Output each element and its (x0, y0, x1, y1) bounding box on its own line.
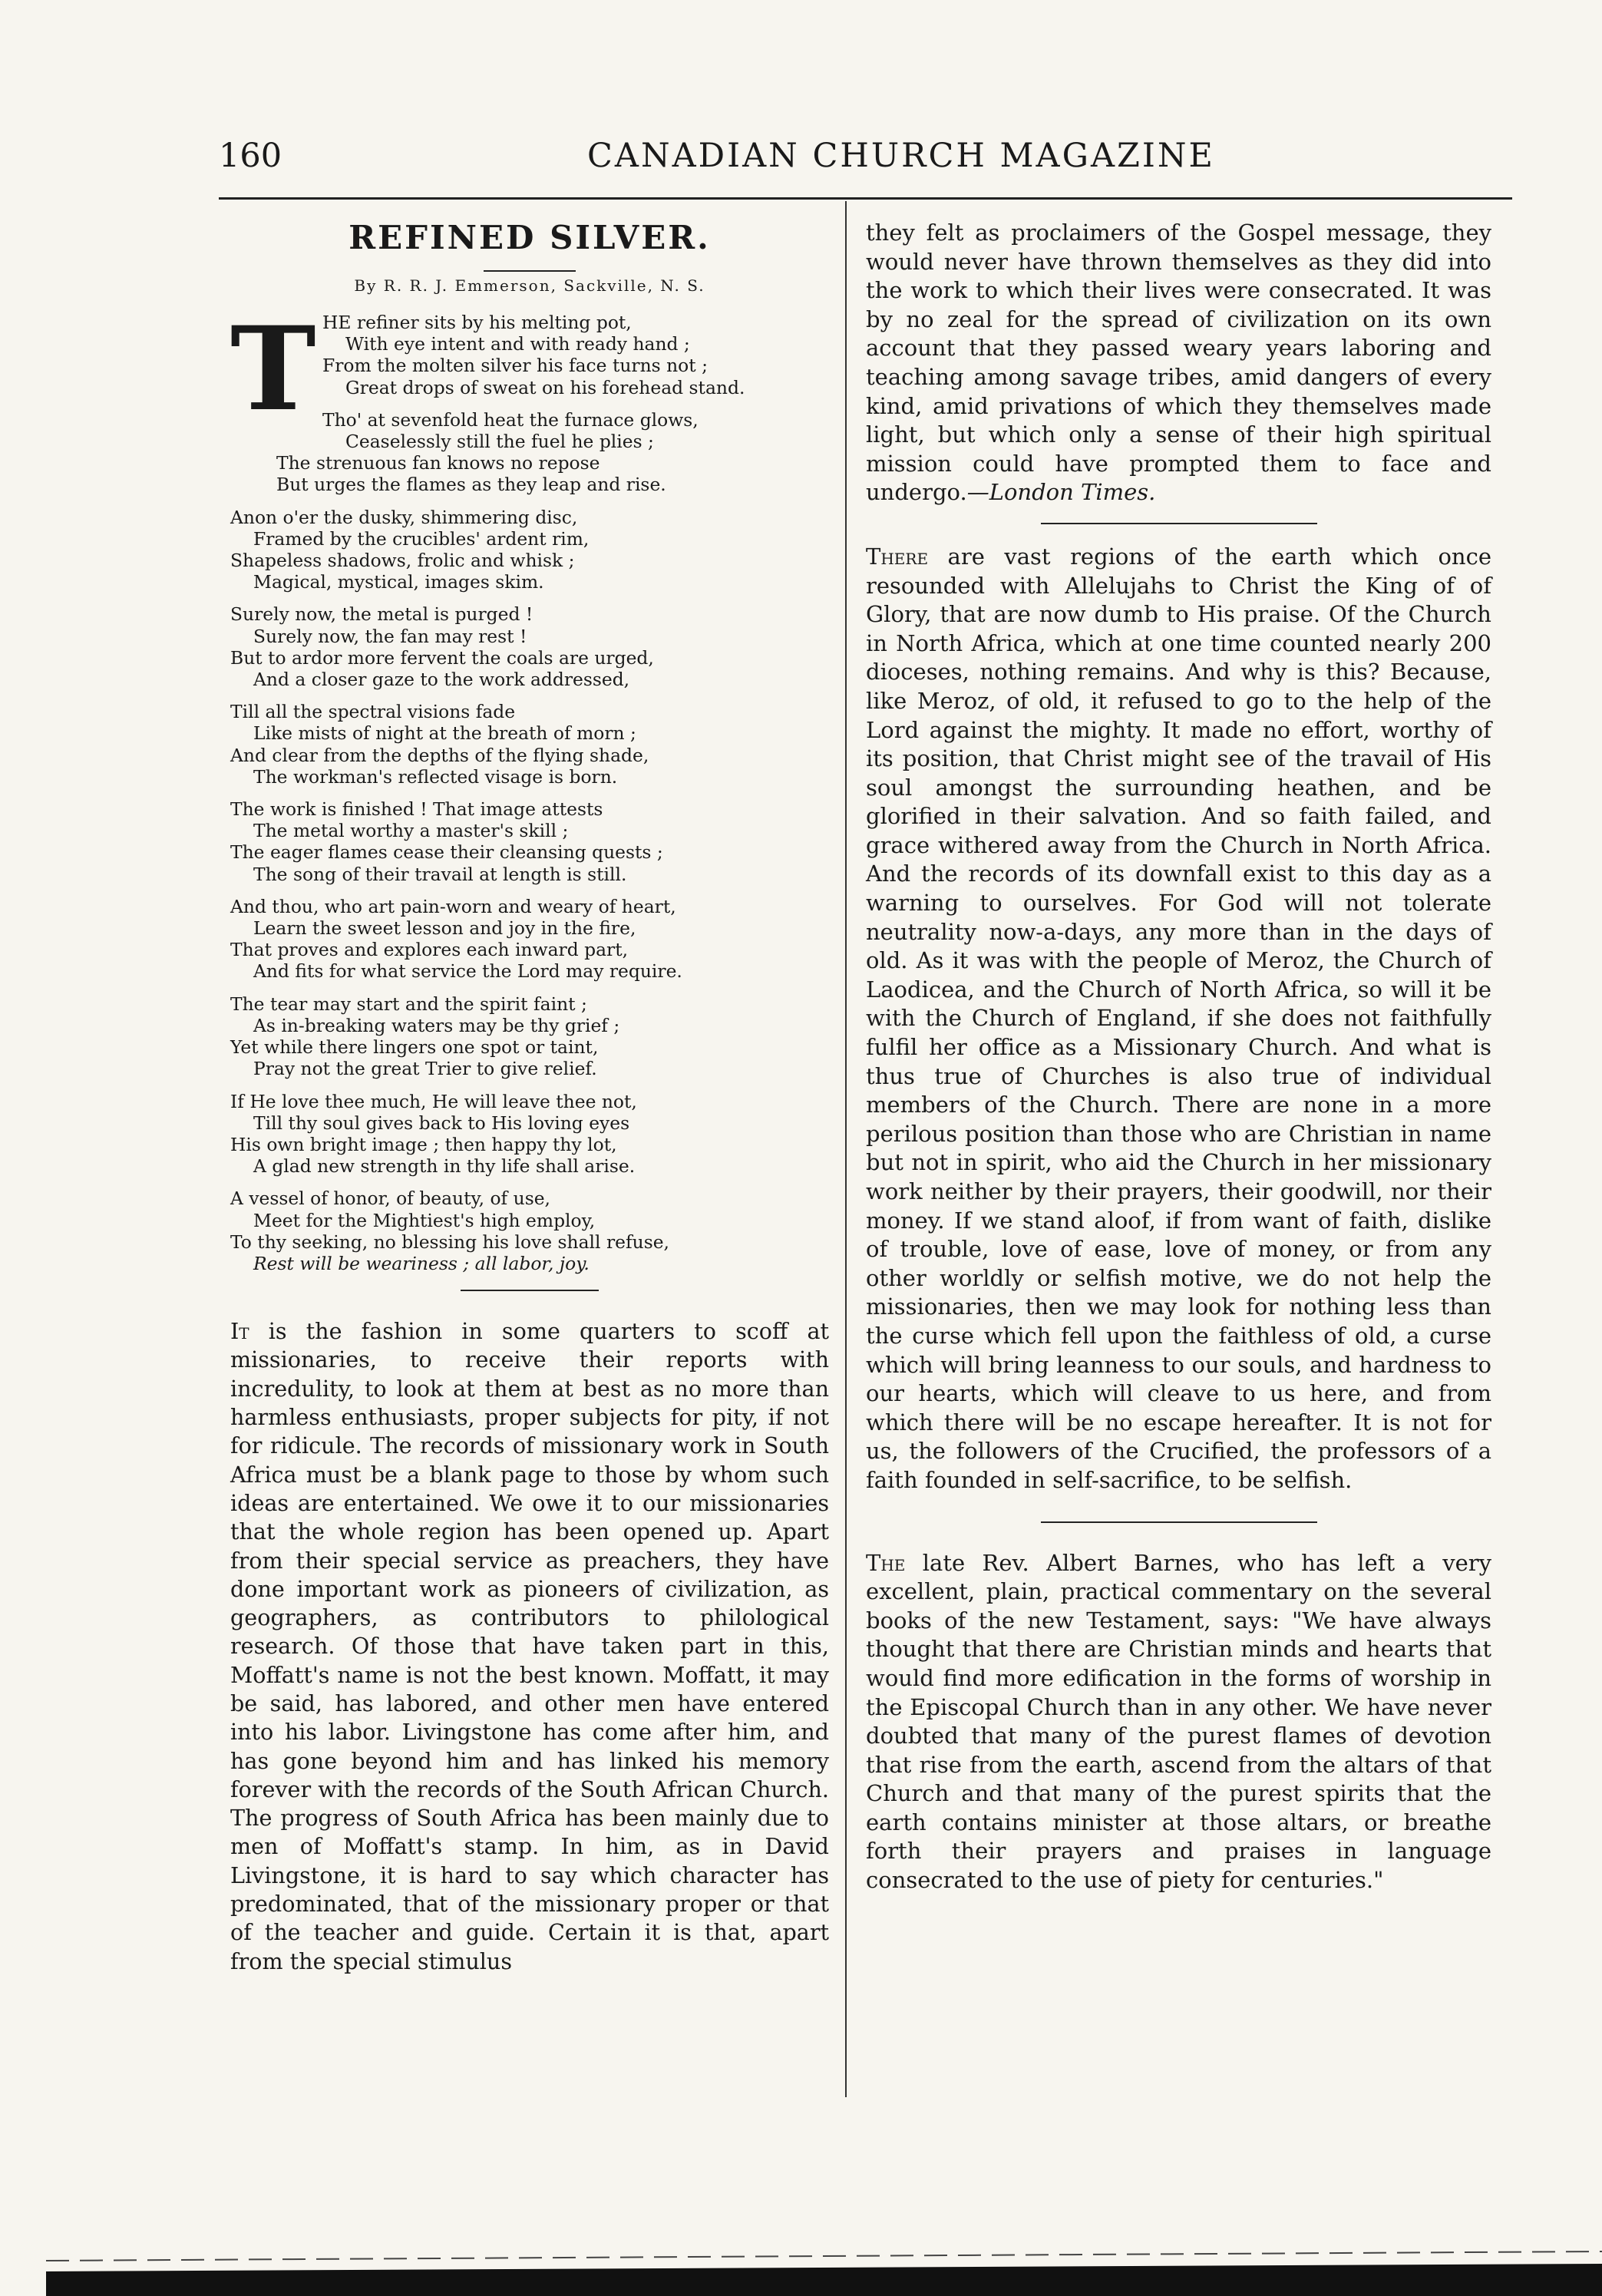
poem-line: But to ardor more fervent the coals are urged, (230, 646, 654, 669)
poem-line: As in-breaking waters may be thy grief ; (253, 1014, 620, 1036)
left-column (230, 216, 829, 1976)
poem-line: His own bright image ; then happy thy lot, (230, 1133, 617, 1155)
poem-line: Rest will be weariness ; all labor, joy. (253, 1252, 590, 1274)
poem-line: If He love thee much, He will leave thee not, (230, 1090, 637, 1112)
poem-line: And fits for what service the Lord may require. (253, 960, 682, 983)
poem-line: The eager flames cease their cleansing quests ; (230, 841, 663, 864)
section-rule (1041, 1521, 1317, 1523)
poem-line: Anon o'er the dusky, shimmering disc, (230, 506, 578, 528)
lead-word: The (866, 1549, 906, 1576)
poem-stanza (230, 896, 829, 983)
drop-cap: T (230, 302, 316, 437)
poem-line: From the molten silver his face turns not ; (322, 355, 708, 377)
poem-line: The work is finished ! That image attests (230, 798, 603, 821)
poem-line: Till all the spectral visions fade (230, 701, 516, 723)
poem-stanza (230, 701, 829, 788)
poem-line: The tear may start and the spirit faint ; (230, 993, 587, 1015)
section-rule (461, 1290, 599, 1291)
poem-byline: By R. R. J. Emmerson, Sackville, N. S. (354, 276, 705, 295)
poem-line: A vessel of honor, of beauty, of use, (230, 1188, 550, 1210)
poem-title: REFINED SILVER. (348, 219, 711, 256)
poem-stanza (230, 409, 829, 496)
poem-line: To thy seeking, no blessing his love shall refuse, (230, 1231, 669, 1253)
article-barnes (866, 1549, 1491, 1895)
poem-stanza (230, 798, 829, 885)
poem-line: Like mists of night at the breath of morn ; (253, 722, 636, 745)
poem-line: But urges the flames as they leap and rise. (276, 474, 666, 496)
poem-line: Ceaselessly still the fuel he plies ; (345, 431, 654, 453)
poem-line: HE refiner sits by his melting pot, (322, 312, 632, 333)
article-text: are vast regions of the earth which once resounded with Allelujahs to Christ the King of of Glory, that are now dumb to His praise. Of the Church in North Africa, which at one time counted nearly 200 dioceses, nothing remains. And why is this? Because, like Meroz, of old, it refused to go to the help of the Lord against the mighty. It made no effort, worthy of its position, that Christ might see of the travail of His soul amongst the surrounding heathen, and be glorified in their salvation. And so faith failed, and grace withered away from the Church in North Africa. And the records of its downfall exist to this day as a warning to ourselves. For God will not tolerate neutrality now-a-days, any more than in the days of old. As it was with the people of Meroz, the Church of Laodicea, and the Church of North Africa, so will it be with the Church of England, if she does not faithfully fulfil her office as a Missionary Church. And what is thus true of Churches is also true of individual members of the Church. There are none in a more perilous position than those who are Christian in name but not in spirit, who aid the Church in her missionary work neither by their prayers, their goodwill, nor their money. If we stand aloof, if from want of faith, dislike of trouble, love of ease, love of money, or from any other worldly or selfish motive, we do not help the missionaries, then we may look for nothing less than the curse which fell upon the faithless of old, a curse which will bring leanness to our souls, and hardness to our hearts, which will cleave to us here, and from which there will be no escape hereafter. It is not for us, the followers of the Crucified, the professors of a faith founded in self-sacrifice, to be selfish. (866, 543, 1491, 1493)
article-text: late Rev. Albert Barnes, who has left a very excellent, plain, practical commentary on the several books of the new Testament, says: "We have always thought that there are Christian minds and hearts that would find more edification in the forms of worship in the Episcopal Church than in any other. We have never doubted that many of the purest flames of devotion that rise from the earth, ascend from the altars of that Church and that many of the purest spirits that the earth contains minister at those altars, or breathe forth their prayers and praises in language consecrated to the use of piety for centuries." (866, 1549, 1491, 1894)
poem-line: Tho' at sevenfold heat the furnace glows, (322, 408, 699, 431)
poem-line: The metal worthy a master's skill ; (253, 820, 569, 842)
lead-word: There (866, 543, 929, 570)
poem-line: Till thy soul gives back to His loving eyes (253, 1112, 630, 1134)
poem-stanza (230, 1091, 829, 1178)
article-regions (866, 543, 1491, 1495)
poem-line: The workman's reflected visage is born. (253, 765, 618, 788)
poem-line: Framed by the crucibles' ardent rim, (253, 527, 590, 550)
column-divider (845, 201, 847, 2097)
attribution: —London Times. (966, 479, 1156, 506)
title-rule (484, 270, 576, 272)
right-column (866, 219, 1491, 1895)
poem-line: Surely now, the fan may rest ! (253, 625, 527, 647)
article-missionaries (230, 1317, 829, 1976)
poem-line: And clear from the depths of the flying shade, (230, 744, 649, 766)
running-title: CANADIAN CHURCH MAGAZINE (587, 137, 1215, 175)
poem-line: Great drops of sweat on his forehead stand. (345, 376, 745, 398)
poem-line: Shapeless shadows, frolic and whisk ; (230, 550, 575, 572)
article-text: is the fashion in some quarters to scoff at missionaries, to receive their reports with incredulity, to look at them at best as no more than harmless enthusiasts, proper subjects for pity, if not for ridicule. The records of missionary work in South Africa must be a blank page to those by whom such ideas are entertained. We owe it to our missionaries that the whole region has been opened up. Apart from their special service as preachers, they have done important work as pioneers of civilization, as geographers, as contributors to philological research. Of those that have taken part in this, Moffatt's name is not the best known. Moffatt, it may be said, has labored, and other men have entered into his labor. Livingstone has come after him, and has gone beyond him and has linked his memory forever with the records of the South African Church. The progress of South Africa has been mainly due to men of Moffatt's stamp. In him, as in David Livingstone, it is hard to say which character has predominated, that of the missionary proper or that of the teacher and guide. Certain it is that, apart from the special stimulus (230, 1318, 829, 1974)
poem-line: The strenuous fan knows no repose (276, 452, 600, 474)
poem-line: Meet for the Mightiest's high employ, (253, 1209, 596, 1231)
poem-stanza (230, 603, 829, 690)
poem-line: With eye intent and with ready hand ; (345, 333, 690, 355)
page-number: 160 (219, 137, 282, 175)
poem-line: Magical, mystical, images skim. (253, 571, 544, 593)
page-bottom-edge (0, 2235, 1602, 2296)
poem-line: Yet while there lingers one spot or taint, (230, 1036, 599, 1059)
poem-stanza (230, 507, 829, 593)
poem-line: Pray not the great Trier to give relief. (253, 1058, 597, 1080)
lead-word: It (230, 1318, 249, 1345)
poem-line: The song of their travail at length is still. (253, 863, 627, 885)
article-continuation (866, 219, 1491, 507)
poem-body (230, 302, 829, 1274)
poem-stanza (230, 312, 829, 398)
poem-line: And a closer gaze to the work addressed, (253, 669, 630, 691)
poem-line: And thou, who art pain-worn and weary of heart, (230, 895, 676, 917)
poem-line: Surely now, the metal is purged ! (230, 603, 533, 626)
poem-line: A glad new strength in thy life shall arise. (253, 1155, 636, 1178)
poem-line: That proves and explores each inward part, (230, 939, 629, 961)
poem-stanza (230, 993, 829, 1080)
article-text: they felt as proclaimers of the Gospel message, they would never have thrown themselves as they did into the work to which their lives were consecrated. It was by no zeal for the spread of civilization on its own account that they passed weary years laboring and teaching among savage tribes, amid dangers of every kind, amid privations of which they themselves made light, but which only a sense of their high spiritual mission could have prompted them to face and undergo. (866, 220, 1491, 506)
poem-line: Learn the sweet lesson and joy in the fire, (253, 917, 636, 940)
header-rule (219, 197, 1512, 200)
poem-stanza (230, 1188, 829, 1274)
page-header (219, 129, 1508, 190)
section-rule (1041, 523, 1317, 524)
